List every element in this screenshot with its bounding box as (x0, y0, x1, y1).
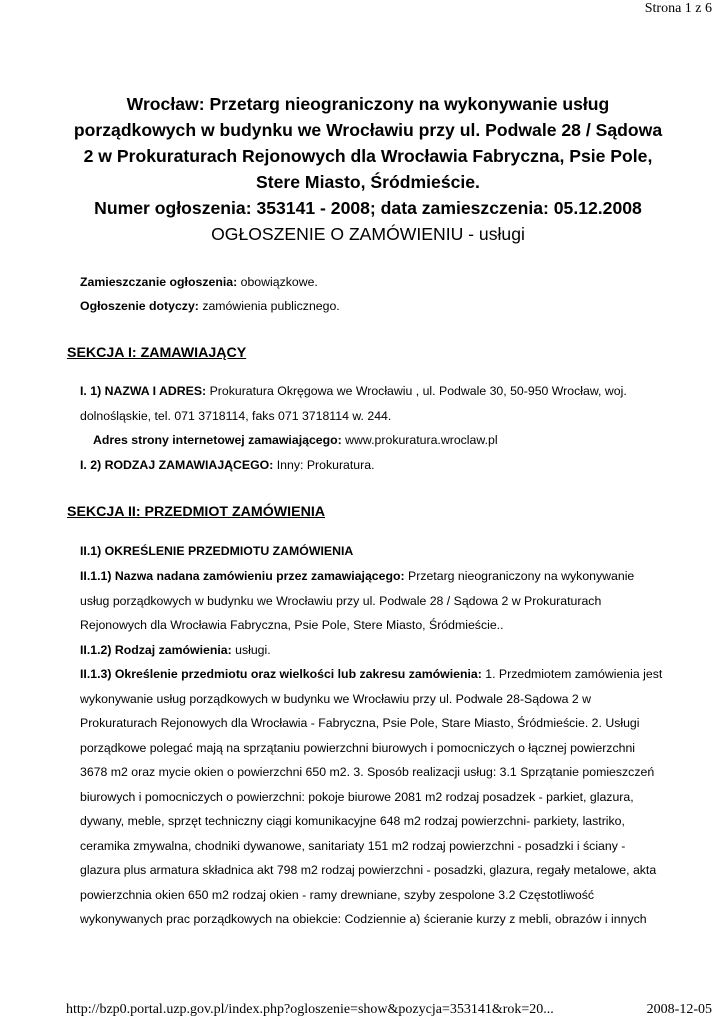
scope-label: II.1.3) Określenie przedmiotu oraz wielkości lub zakresu zamówienia: (80, 667, 482, 681)
subject-subheading (80, 544, 353, 558)
placement-label: Zamieszczanie ogłoszenia: (80, 275, 238, 289)
authority-type-value: Inny: Prokuratura. (273, 458, 375, 472)
scope-text-line: 3678 m2 oraz mycie okien o powierzchni 650 m2. 3. Sposób realizacji usług: 3.1 Sprzątanie pomieszczeń (80, 765, 655, 779)
scope-line (80, 667, 662, 681)
concerns-value: zamówienia publicznego. (198, 299, 340, 313)
scope-text-line: dywany, meble, sprzęt techniczny ciągi komunikacyjne 648 m2 rodzaj powierzchni- parkiety, lastriko, (80, 814, 625, 828)
contract-name-cont: usług porządkowych w budynku we Wrocławiu przy ul. Podwale 28 / Sądowa 2 w Prokuraturach (80, 594, 602, 608)
contract-name-value: Przetarg nieograniczony na wykonywanie (404, 569, 635, 583)
notice-title (60, 91, 676, 247)
notice-subtitle: OGŁOSZENIE O ZAMÓWIENIU - usługi (211, 224, 525, 244)
subject-subheading-text: II.1) OKREŚLENIE PRZEDMIOTU ZAMÓWIENIA (80, 544, 354, 558)
website-line (93, 433, 498, 447)
scope-text-line: biurowych i pomocniczych o powierzchni: pokoje biurowe 2081 m2 rodzaj posadzek - parkiet, glazura, (80, 790, 634, 804)
scope-text-line: ceramika zmywalna, chodniki dywanowe, sanitariaty 151 m2 rodzaj powierzchni - posadzki i ściany - (80, 839, 626, 853)
authority-address-cont: dolnośląskie, tel. 071 3718114, faks 071 3718114 w. 244. (80, 409, 392, 423)
contract-name-label: II.1.1) Nazwa nadana zamówieniu przez zamawiającego: (80, 569, 405, 583)
contract-name-cont: Rejonowych dla Wrocławia Fabryczna, Psie Pole, Stere Miasto, Śródmieście.. (80, 618, 504, 632)
authority-type-label: I. 2) RODZAJ ZAMAWIAJĄCEGO: (80, 458, 274, 472)
authority-name-label: I. 1) NAZWA I ADRES: (80, 384, 207, 398)
scope-text-line: powierzchnia okien 650 m2 rodzaj okien - ramy drewniane, szyby zespolone 3.2 Częstotliwość (80, 888, 594, 902)
section-1-heading: SEKCJA I: ZAMAWIAJĄCY (67, 345, 247, 361)
section-2-heading: SEKCJA II: PRZEDMIOT ZAMÓWIENIA (67, 504, 326, 520)
footer-url: http://bzp0.portal.uzp.gov.pl/index.php?ogloszenie=show&pozycja=353141&rok=20... (66, 1002, 554, 1017)
placement-value: obowiązkowe. (237, 275, 318, 289)
scope-text-line: porządkowe polegać mają na sprzątaniu powierzchni biurowych i pomocniczych o łącznej powierzchni (80, 741, 636, 755)
contracting-authority-line (80, 384, 627, 398)
title-line: Wrocław: Przetarg nieograniczony na wykonywanie usług (126, 94, 610, 114)
scope-text-line: Prokuraturach Rejonowych dla Wrocławia - Fabryczna, Psie Pole, Stare Miasto, Śródmieście. 2. Usługi (80, 716, 640, 730)
website-value: www.prokuratura.wroclaw.pl (341, 433, 498, 447)
scope-text-line: glazura plus armatura składnica akt 798 m2 rodzaj powierzchni - posadzki, glazura, regały metalowe, akta (80, 863, 657, 877)
footer-date: 2008-12-05 (646, 1002, 712, 1017)
contract-kind-line (80, 643, 271, 657)
title-line: porządkowych w budynku we Wrocławiu przy ul. Podwale 28 / Sądowa (73, 120, 663, 140)
scope-text-line: wykonywanych prac porządkowych na obiekcie: Codziennie a) ścieranie kurzy z mebli, obrazów i innych (80, 912, 647, 926)
scope-value: 1. Przedmiotem zamówienia jest (481, 667, 663, 681)
concerns-line (80, 299, 340, 313)
placement-line (80, 275, 318, 289)
title-line: 2 w Prokuraturach Rejonowych dla Wrocławia Fabryczna, Psie Pole, (83, 146, 653, 166)
contract-kind-value: usługi. (231, 643, 271, 657)
website-label: Adres strony internetowej zamawiającego: (93, 433, 342, 447)
page-number: Strona 1 z 6 (644, 1, 712, 16)
contract-name-line (80, 569, 634, 583)
authority-name-value: Prokuratura Okręgowa we Wrocławiu , ul. Podwale 30, 50-950 Wrocław, woj. (206, 384, 627, 398)
authority-type-line (80, 458, 375, 472)
notice-number-line: Numer ogłoszenia: 353141 - 2008; data zamieszczenia: 05.12.2008 (94, 198, 642, 218)
scope-text-line: wykonywanie usług porządkowych w budynku we Wrocławiu przy ul. Podwale 28-Sądowa 2 w (80, 692, 592, 706)
title-line: Stere Miasto, Śródmieście. (256, 172, 480, 192)
contract-kind-label: II.1.2) Rodzaj zamówienia: (80, 643, 232, 657)
concerns-label: Ogłoszenie dotyczy: (80, 299, 199, 313)
